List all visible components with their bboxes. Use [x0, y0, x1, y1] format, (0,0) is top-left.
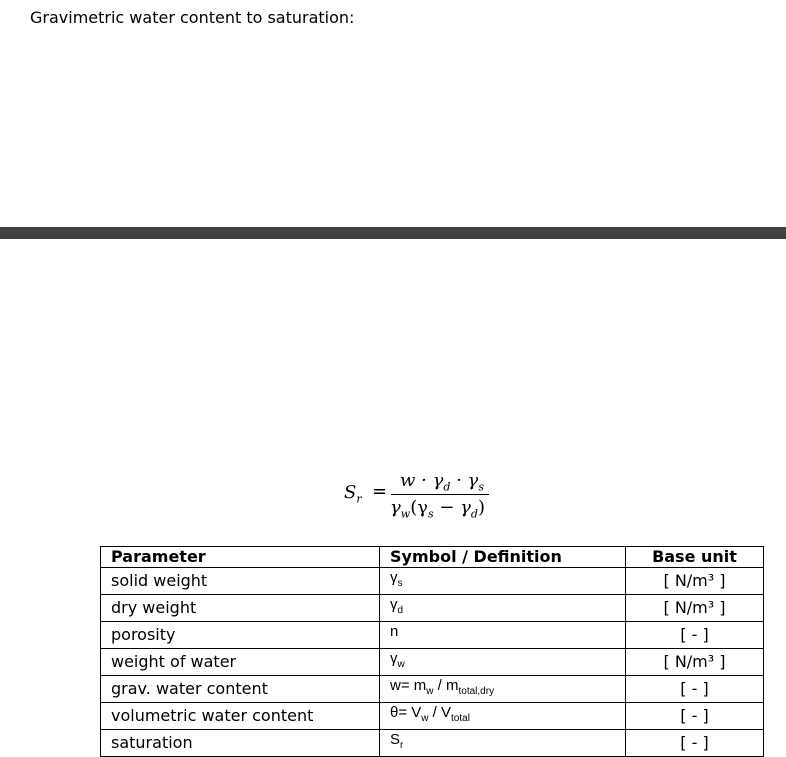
symbol-cell: $\gamma_w$: [380, 649, 626, 676]
table-row: [101, 730, 764, 757]
unit-cell: [ - ]: [626, 622, 764, 649]
unit-cell: [ - ]: [626, 676, 764, 703]
table-row: [101, 649, 764, 676]
header-parameter: Parameter: [101, 547, 380, 568]
symbol-cell: $S_r$: [380, 730, 626, 757]
header-unit: Base unit: [626, 547, 764, 568]
symbol-cell: $\gamma_d$: [380, 595, 626, 622]
formula-equals: =: [372, 481, 388, 502]
formula-fraction-bar: [391, 494, 489, 495]
symbol-cell: $\gamma_s$: [380, 568, 626, 595]
unit-cell: [ - ]: [626, 730, 764, 757]
unit-cell: [ N/m³ ]: [626, 649, 764, 676]
parameter-table: [100, 546, 764, 757]
unit-cell: [ N/m³ ]: [626, 595, 764, 622]
table-row: [101, 676, 764, 703]
symbol-cell: $w= m_w / m_{total,dry}$: [380, 676, 626, 703]
parameter-cell: grav. water content: [101, 676, 380, 703]
table-row: [101, 622, 764, 649]
parameter-cell: weight of water: [101, 649, 380, 676]
parameter-cell: volumetric water content: [101, 703, 380, 730]
parameter-cell: dry weight: [101, 595, 380, 622]
formula-denominator: $\gamma_w(\gamma_s - \gamma_d)$: [390, 497, 485, 521]
header-symbol: Symbol / Definition: [380, 547, 626, 568]
symbol-cell: $\theta= V_w / V_{total}$: [380, 703, 626, 730]
parameter-cell: saturation: [101, 730, 380, 757]
parameter-cell: porosity: [101, 622, 380, 649]
table-row: [101, 595, 764, 622]
formula-lhs: $S_r$: [344, 482, 362, 506]
parameter-cell: solid weight: [101, 568, 380, 595]
page-title: Gravimetric water content to saturation:: [30, 8, 355, 27]
formula-numerator: $w \cdot \gamma_d \cdot \gamma_s$: [400, 470, 484, 494]
table-row: [101, 568, 764, 595]
table-header-row: [101, 547, 764, 568]
unit-cell: [ N/m³ ]: [626, 568, 764, 595]
section-divider: [0, 227, 786, 239]
symbol-cell: n: [380, 622, 626, 649]
table-row: [101, 703, 764, 730]
saturation-formula: [344, 470, 494, 526]
unit-cell: [ - ]: [626, 703, 764, 730]
